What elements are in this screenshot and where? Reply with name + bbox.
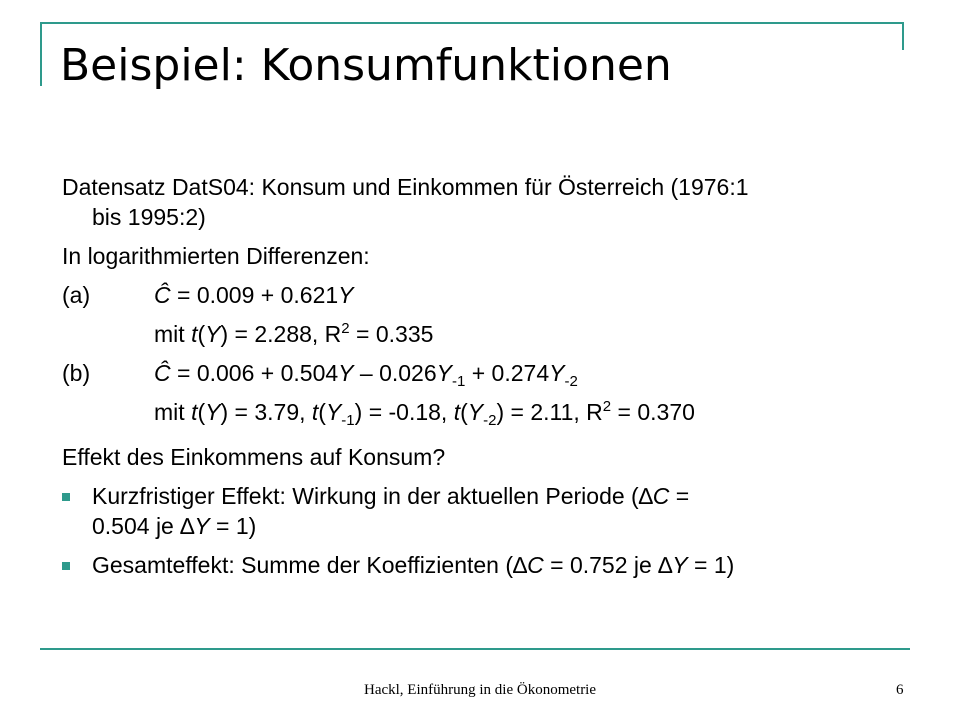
bullet-total-effect: Gesamteffekt: Summe der Koeffizienten (∆C = 0.752 je ∆Y = 1)	[62, 550, 862, 580]
dataset-line-2: bis 1995:2)	[92, 204, 206, 230]
frame-left-rule	[40, 22, 42, 86]
intro-text: In logarithmierten Differenzen:	[62, 243, 370, 269]
equation-b-stats: mit t(Y) = 3.79, $t(Y_{-1}) = -0.18$, $t(Y_{-2}) = 2.11$, $R^2 = 0.370$	[154, 398, 695, 429]
footer-rule	[40, 648, 910, 650]
question-text: Effekt des Einkommens auf Konsum?	[62, 444, 446, 470]
bullet-square-icon	[62, 562, 70, 570]
equation-a: (a) Ĉ = 0.009 + 0.621Y	[62, 282, 354, 308]
footer-text: Hackl, Einführung in die Ökonometrie	[363, 682, 597, 698]
slide-content	[62, 172, 862, 580]
frame-right-rule	[902, 22, 904, 50]
equation-b: (b) Ĉ = $0.006 + 0.504Y - 0.026Y_{-1} + 0.274Y_{-2}$	[62, 360, 578, 390]
page-number: 6	[896, 682, 904, 698]
bullet-square-icon	[62, 493, 70, 501]
equation-b-label: (b)	[62, 360, 91, 386]
bullet-short-term: Kurzfristiger Effekt: Wirkung in der aktuellen Periode (∆C = 0.504 je ∆Y = 1)	[62, 481, 862, 541]
slide-title: Beispiel: Konsumfunktionen	[60, 40, 672, 91]
equation-a-label: (a)	[62, 282, 91, 308]
c-hat: Ĉ	[154, 282, 171, 308]
equation-a-stats: mit t(Y) = 2.288, $R^2 = 0.335$	[154, 320, 434, 347]
dataset-line-1: Datensatz DatS04: Konsum und Einkommen für Österreich (1976:1	[62, 174, 749, 200]
frame-top-rule	[40, 22, 904, 24]
